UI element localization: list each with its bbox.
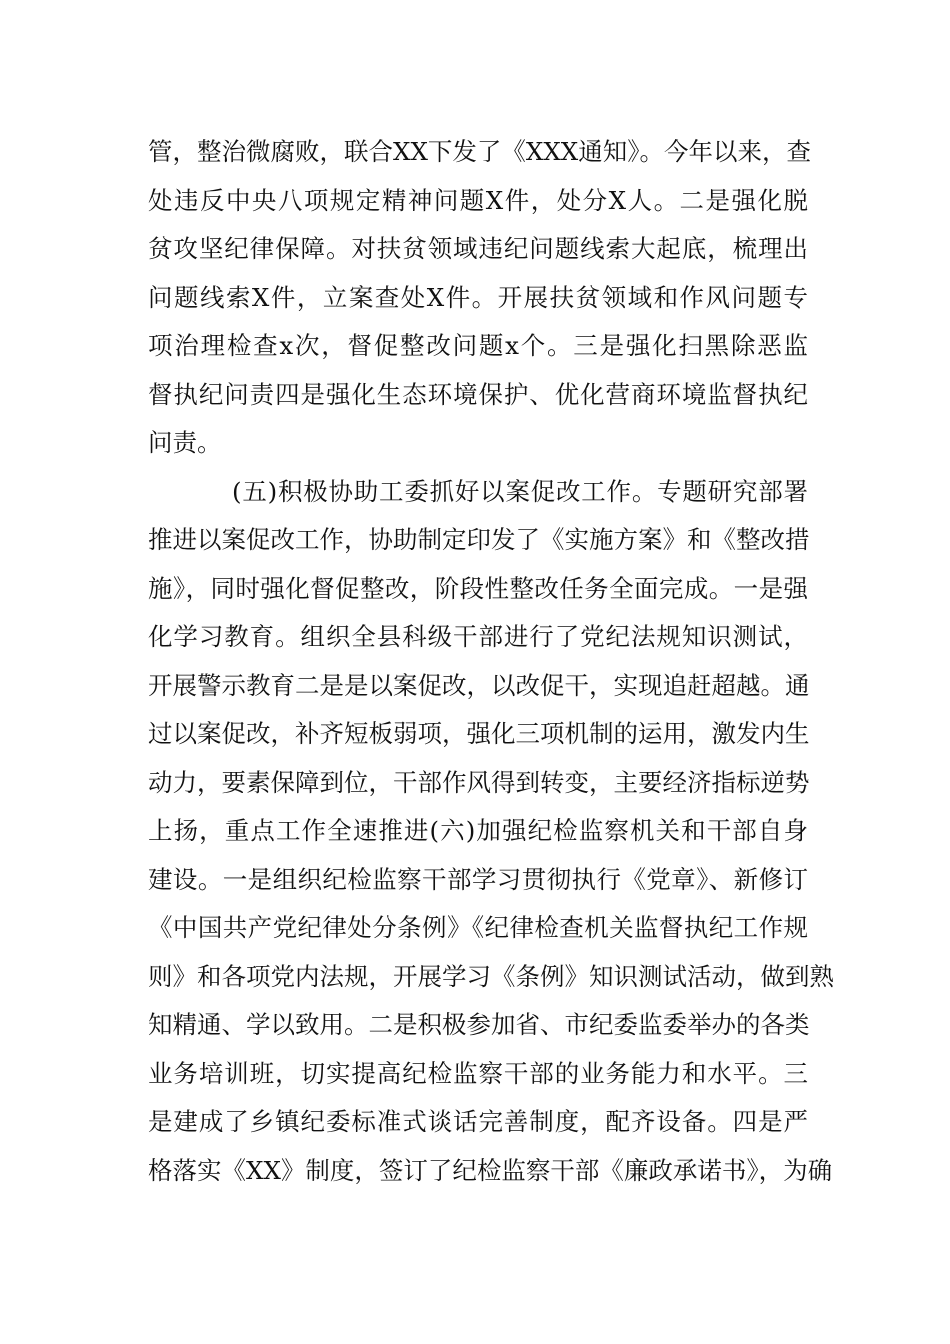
text-line: 督执纪问责四是强化生态环境保护、优化营商环境监督执纪 bbox=[148, 379, 808, 409]
text-line: 业务培训班，切实提高纪检监察干部的业务能力和水平。三 bbox=[148, 1058, 808, 1088]
text-line: 过以案促改，补齐短板弱项，强化三项机制的运用，激发内生 bbox=[148, 719, 810, 748]
text-line: 上扬，重点工作全速推进(六)加强纪检监察机关和干部自身 bbox=[148, 816, 808, 845]
section-five-first-line: (五)积极协助工委抓好以案促改工作。专题研究部署 bbox=[232, 476, 808, 506]
text-line: 《中国共产党纪律处分条例》《纪律检查机关监督执纪工作规 bbox=[148, 913, 808, 942]
text-line: 施》，同时强化督促整改，阶段性整改任务全面完成。一是强 bbox=[148, 573, 808, 603]
text-line: 开展警示教育二是是以案促改，以改促干，实现追赶超越。通 bbox=[148, 670, 810, 700]
text-line: 知精通、学以致用。二是积极参加省、市纪委监委举办的各类 bbox=[148, 1010, 810, 1039]
text-line: 推进以案促改工作，协助制定印发了《实施方案》和《整改措 bbox=[148, 525, 810, 554]
text-line: 是建成了乡镇纪委标准式谈话完善制度，配齐设备。四是严 bbox=[148, 1107, 808, 1136]
text-line: 处违反中央八项规定精神问题X件，处分X人。二是强化脱 bbox=[148, 185, 808, 215]
body-text bbox=[148, 128, 834, 1195]
text-line: 化学习教育。组织全县科级干部进行了党纪法规知识测试， bbox=[148, 622, 808, 651]
text-line: 贫攻坚纪律保障。对扶贫领域违纪问题线索大起底，梳理出 bbox=[148, 234, 808, 263]
text-line: 管，整治微腐败，联合XX下发了《XXX通知》。今年以来，查 bbox=[148, 137, 811, 166]
text-line: 则》和各项党内法规，开展学习《条例》知识测试活动，做到熟 bbox=[148, 961, 834, 991]
text-line: 动力，要素保障到位，干部作风得到转变，主要经济指标逆势 bbox=[148, 767, 810, 797]
text-line: 问题线索X件，立案查处X件。开展扶贫领域和作风问题专 bbox=[148, 282, 808, 312]
text-line: 问责。 bbox=[148, 428, 222, 457]
text-line: 项治理检查x次，督促整改问题x个。三是强化扫黑除恶监 bbox=[148, 331, 808, 360]
text-line: 建设。一是组织纪检监察干部学习贯彻执行《党章》、新修订 bbox=[148, 864, 808, 894]
text-line: 格落实《XX》制度，签订了纪检监察干部《廉政承诺书》，为确 bbox=[148, 1155, 833, 1185]
